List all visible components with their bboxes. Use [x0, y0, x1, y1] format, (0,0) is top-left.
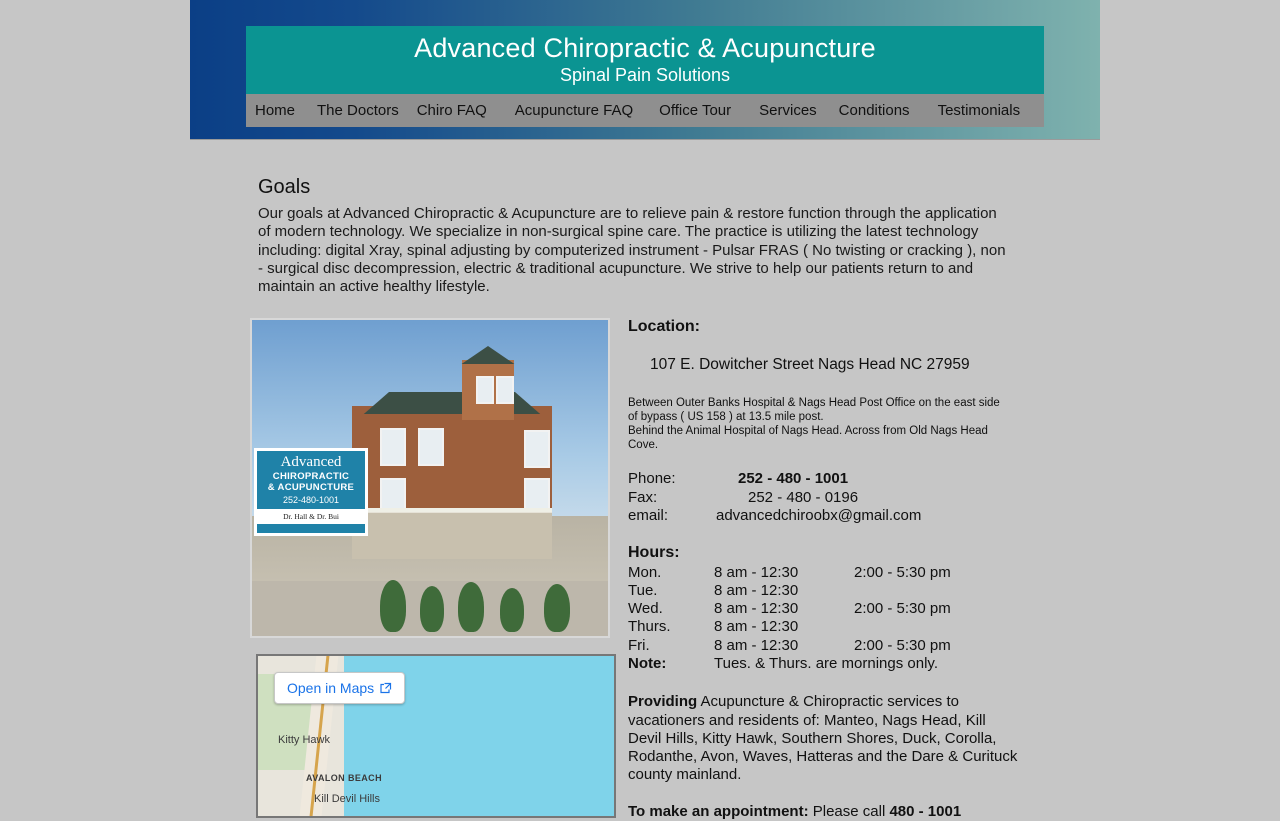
- photo-shrub: [420, 586, 444, 632]
- contact-block: [628, 470, 1048, 526]
- map-label-kill-devil-hills: Kill Devil Hills: [314, 793, 381, 805]
- info-column: [628, 318, 1048, 821]
- sign-doctors: Dr. Hall & Dr. Bui: [257, 509, 365, 524]
- hours-morning: 8 am - 12:30: [714, 636, 799, 654]
- photo-window: [524, 430, 550, 468]
- hours-afternoon: 2:00 - 5:30 pm: [854, 636, 951, 654]
- photo-window: [496, 376, 514, 404]
- hours-row: [628, 618, 951, 636]
- appointment-text: Please call: [808, 802, 890, 820]
- hours-morning: 8 am - 12:30: [714, 581, 799, 599]
- hours-day: Thurs.: [628, 618, 671, 636]
- hours-note-label: Note:: [628, 654, 667, 672]
- main-navigation[interactable]: [246, 94, 1044, 127]
- office-sign: [254, 448, 368, 536]
- photo-shrub: [380, 580, 406, 632]
- hours-row: [628, 600, 951, 618]
- fax-number: 252 - 480 - 0196: [748, 488, 859, 506]
- appointment-phone: 480 - 1001: [889, 802, 962, 820]
- hours-afternoon: [854, 582, 951, 600]
- sign-line-1: Advanced: [280, 454, 342, 470]
- hours-morning: 8 am - 12:30: [714, 618, 799, 636]
- phone-label: Phone:: [628, 470, 676, 487]
- site-title: Advanced Chiropractic & Acupuncture: [414, 33, 876, 63]
- hours-row: [628, 564, 951, 582]
- directions-line-1: Between Outer Banks Hospital & Nags Head Post Office on the east side: [628, 397, 1000, 409]
- directions-line-4: Cove.: [628, 439, 659, 451]
- nav-item-conditions[interactable]: Conditions: [838, 102, 910, 119]
- map-label-kitty-hawk: Kitty Hawk: [278, 734, 330, 746]
- open-in-maps-button[interactable]: [274, 672, 405, 704]
- email-address[interactable]: advancedchiroobx@gmail.com: [716, 507, 922, 524]
- email-label: email:: [628, 507, 669, 524]
- sign-line-3: & ACUPUNCTURE: [267, 482, 355, 493]
- goals-section: [258, 176, 1058, 296]
- photo-window: [524, 478, 550, 512]
- sign-line-2: CHIROPRACTIC: [272, 471, 350, 482]
- site-banner: [190, 0, 1100, 140]
- hours-afternoon: 2:00 - 5:30 pm: [854, 600, 951, 618]
- nav-item-home[interactable]: Home: [255, 102, 296, 119]
- appointment-paragraph: [628, 803, 1020, 821]
- providing-text: Acupuncture & Chiropractic services to vacationers and residents of: Manteo, Nags Head, Kill Devil Hills, Kitty Hawk, Southern Shores, Duck, Corolla, Rodanthe, Avon, Waves, Hatteras and the Dare & Curituck county mainland.: [628, 693, 1018, 784]
- external-link-icon: [380, 682, 392, 694]
- hours-note-row: [628, 655, 951, 673]
- fax-label: Fax:: [628, 488, 658, 506]
- hours-day: Fri.: [628, 636, 650, 654]
- hours-day: Wed.: [628, 600, 663, 618]
- photo-shrub: [544, 584, 570, 632]
- hours-afternoon: [854, 618, 951, 636]
- hours-row: [628, 582, 951, 600]
- providing-lead: Providing: [628, 693, 698, 711]
- office-photo: [250, 318, 610, 638]
- photo-shrub: [458, 582, 484, 632]
- location-heading: Location:: [628, 318, 700, 335]
- directions-text: [628, 396, 1020, 452]
- nav-item-chiro-faq[interactable]: Chiro FAQ: [416, 102, 487, 119]
- nav-item-services[interactable]: Services: [759, 102, 817, 119]
- office-address: 107 E. Dowitcher Street Nags Head NC 27959: [650, 356, 970, 373]
- photo-shrub: [500, 588, 524, 632]
- directions-line-3: Behind the Animal Hospital of Nags Head. Across from Old Nags Head: [628, 425, 988, 437]
- hours-heading: Hours:: [628, 543, 680, 561]
- photo-window: [476, 376, 494, 404]
- photo-window: [380, 428, 406, 466]
- map-embed[interactable]: [256, 654, 616, 818]
- hours-day: Tue.: [628, 581, 658, 599]
- nav-item-office-tour[interactable]: Office Tour: [659, 102, 732, 119]
- providing-paragraph: [628, 693, 1020, 784]
- fax-row: [628, 489, 1048, 508]
- nav-item-acupuncture-faq[interactable]: Acupuncture FAQ: [514, 102, 634, 119]
- appointment-lead: To make an appointment:: [628, 802, 809, 820]
- phone-row: [628, 470, 1048, 489]
- goals-paragraph: Our goals at Advanced Chiropractic & Acupuncture are to relieve pain & restore function through the application of modern technology. We specialize in non-surgical spine care. The practice is utilizing the latest technology including: digital Xray, spinal adjusting by computerized instrument - Pulsar FRAS ( No twisting or cracking ), non - surgical disc decompression, electric & traditional acupuncture. We strive to help our patients return to and maintain an active healthy lifestyle.: [258, 205, 1006, 296]
- hours-morning: 8 am - 12:30: [714, 563, 799, 581]
- page-header-wrap: [190, 0, 1100, 140]
- hours-afternoon: 2:00 - 5:30 pm: [854, 563, 951, 581]
- page-title: Goals: [258, 176, 311, 198]
- phone-number: 252 - 480 - 1001: [738, 470, 849, 487]
- directions-line-2: of bypass ( US 158 ) at 13.5 mile post.: [628, 411, 824, 423]
- hours-morning: 8 am - 12:30: [714, 600, 799, 618]
- open-in-maps-label: Open in Maps: [287, 680, 375, 696]
- email-row: [628, 507, 1048, 526]
- photo-window: [380, 478, 406, 512]
- hours-table: [628, 564, 951, 674]
- photo-window: [418, 428, 444, 466]
- sign-phone: 252-480-1001: [282, 495, 340, 505]
- photo-porch: [352, 510, 552, 559]
- site-subtitle: Spinal Pain Solutions: [559, 65, 731, 85]
- hours-row: [628, 637, 951, 655]
- nav-item-testimonials[interactable]: Testimonials: [937, 102, 1021, 119]
- photo-railing: [352, 508, 552, 512]
- site-title-box: [246, 26, 1044, 94]
- map-label-avalon-beach: AVALON BEACH: [306, 773, 382, 783]
- hours-note-value: Tues. & Thurs. are mornings only.: [714, 654, 938, 672]
- hours-day: Mon.: [628, 563, 662, 581]
- nav-item-the-doctors[interactable]: The Doctors: [317, 102, 399, 119]
